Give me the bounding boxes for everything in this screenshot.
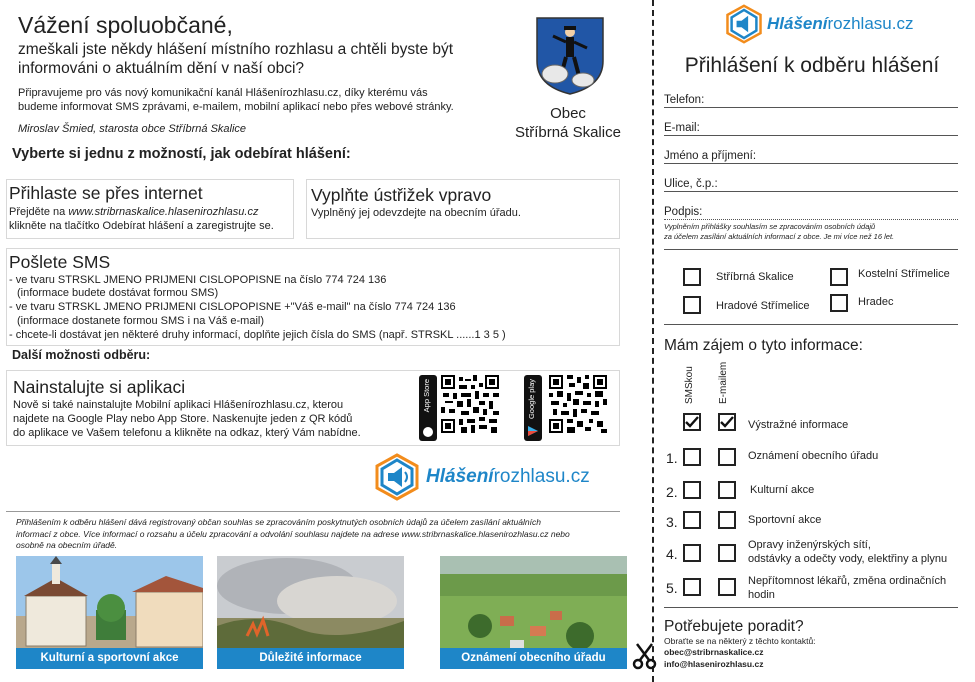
internet-line-1 <box>9 206 258 220</box>
checkbox-topic-5-sms[interactable] <box>683 578 701 596</box>
checkbox-topic-4-sms[interactable] <box>683 544 701 562</box>
choose-heading: Vyberte si jednu z možností, jak odebírat hlášení: <box>12 146 351 162</box>
consent-line-3: osobně na obecním úřadě. <box>16 540 118 550</box>
warning-label: Výstražné informace <box>748 419 849 431</box>
email-field[interactable] <box>664 122 958 136</box>
internet-box <box>6 179 294 239</box>
mayor-signature: Miroslav Šmied, starosta obce Stříbrná Skalice <box>18 123 247 135</box>
qr-code-app-store[interactable] <box>441 375 499 433</box>
internet-line-2: klikněte na tlačítko Odebírat hlášení a zaregistrujte se. <box>9 220 274 232</box>
checkbox-topic-3-sms[interactable] <box>683 511 701 529</box>
divider-help <box>664 607 958 608</box>
form-title: Přihlášení k odběru hlášení <box>684 54 940 77</box>
contact-municipality[interactable]: obec@stribrnaskalice.cz <box>664 647 764 657</box>
topic-2-label: Kulturní akce <box>750 484 815 496</box>
sms-line-4: (informace dostanete formou SMS i na Váš e-mail) <box>17 315 264 327</box>
checkbox-topic-3-email[interactable] <box>718 511 736 529</box>
checkbox-topic-1-sms[interactable] <box>683 448 701 466</box>
name-label: Jméno a příjmení: <box>664 150 757 162</box>
checkbox-topic-5-email[interactable] <box>718 578 736 596</box>
speaker-logo-icon-small <box>725 3 763 45</box>
topic-5-number: 5. <box>666 580 678 596</box>
topic-5-line-2: hodin <box>748 589 775 601</box>
checkbox-kostelni-strimelice[interactable] <box>830 268 848 286</box>
topic-5-line-1: Nepřítomnost lékařů, změna ordinačních <box>748 575 947 587</box>
municipality-line-1: Obec <box>550 105 586 122</box>
contact-hlasenirozhlasu[interactable]: info@hlasenirozhlasu.cz <box>664 659 764 669</box>
logo-text-bold: Hlášení <box>426 466 494 487</box>
form-consent-line-2: za účelem zasílání aktuálních informací z obce. Je mi více než 16 let. <box>664 232 895 241</box>
checkbox-topic-1-email[interactable] <box>718 448 736 466</box>
check-icon <box>720 415 734 429</box>
checkbox-warning-email[interactable] <box>718 413 736 431</box>
topic-5-label <box>748 574 946 602</box>
topic-3-label: Sportovní akce <box>748 514 822 526</box>
checkbox-warning-sms[interactable] <box>683 413 701 431</box>
app-line-2: najdete na Google Play nebo App Store. Naskenujte jeden z QR kódů <box>13 413 353 425</box>
logo-text-rest: rozhlasu.cz <box>493 466 590 487</box>
topic-3-number: 3. <box>666 514 678 530</box>
topic-4-label <box>748 538 947 566</box>
speaker-logo-icon <box>374 453 420 501</box>
sms-line-5: - chcete-li dostávat jen některé druhy informací, doplňte jejich čísla do SMS (např. STRSKL ......1 3 5 ) <box>9 329 506 341</box>
area-hradove-strimelice: Hradové Střímelice <box>716 300 810 312</box>
google-play-icon <box>527 425 539 437</box>
municipality-name <box>508 104 628 142</box>
app-title: Nainstalujte si aplikaci <box>13 377 186 397</box>
checkbox-hradove-strimelice[interactable] <box>683 296 701 314</box>
phone-field[interactable] <box>664 94 958 108</box>
intro-line-2: informováni o aktuálním dění v naší obci? <box>18 60 305 77</box>
column-sms: SMSkou <box>684 366 695 404</box>
internet-title: Přihlaste se přes internet <box>9 183 203 203</box>
apple-icon <box>423 427 433 437</box>
street-field[interactable] <box>664 178 958 192</box>
app-line-3: do aplikace ve Vašem telefonu a klikněte na odkaz, který Vám nabídne. <box>13 427 361 439</box>
sms-line-3: - ve tvaru STRSKL JMENO PRIJMENI CISLOPOPISNE +"Váš e-mail" na číslo 774 724 136 <box>9 301 456 313</box>
divider-areas <box>664 249 958 250</box>
app-box <box>6 370 620 446</box>
form-text: Vyplněný jej odevzdejte na obecním úřadu. <box>311 207 521 219</box>
consent-line-1: Přihlášením k odběru hlášení dává registrovaný občan souhlas se zpracováním poskytnutých osobních údajů za účelem zasílání aktuálních <box>16 517 541 527</box>
topic-4-line-1: Opravy inženýrských sítí, <box>748 539 871 551</box>
checkbox-topic-2-sms[interactable] <box>683 481 701 499</box>
qr-code-google-play[interactable] <box>549 375 607 433</box>
sms-line-1: - ve tvaru STRSKL JMENO PRIJMENI CISLOPOPISNE na číslo 774 724 136 <box>9 274 387 286</box>
description-line-1: Připravujeme pro vás nový komunikační kanál Hlášenírozhlasu.cz, díky kterému vás <box>18 87 428 99</box>
checkbox-hradec[interactable] <box>830 294 848 312</box>
thumb-office-caption: Oznámení obecního úřadu <box>440 648 627 669</box>
topic-1-label: Oznámení obecního úřadu <box>748 450 879 462</box>
municipality-line-2: Stříbrná Skalice <box>515 124 621 141</box>
divider-interest <box>664 324 958 325</box>
street-label: Ulice, č.p.: <box>664 178 718 190</box>
help-text: Obraťte se na některý z těchto kontaktů: <box>664 636 816 646</box>
form-title: Vyplňte ústřižek vpravo <box>311 185 492 205</box>
consent-line-2: informací z obce. Více informací o rozsahu a účelu zpracování a odvolání souhlasu najdete na adrese www.stribrnaskalice.hlasenirozhlasu.cz nebo <box>16 528 570 539</box>
column-email: E-mailem <box>718 361 729 404</box>
signature-field[interactable] <box>664 206 958 220</box>
topic-1-number: 1. <box>666 450 678 466</box>
greeting: Vážení spoluobčané, <box>18 12 233 38</box>
scissors-icon <box>632 642 658 672</box>
google-play-badge[interactable] <box>524 375 542 441</box>
form-logo-rest: rozhlasu.cz <box>827 14 914 33</box>
form-logo-bold: Hlášení <box>767 14 828 33</box>
sms-title: Pošlete SMS <box>9 252 111 272</box>
phone-label: Telefon: <box>664 94 705 106</box>
thumb-important[interactable] <box>217 556 404 669</box>
thumb-office[interactable] <box>440 556 627 669</box>
intro-line-1: zmeškali jste někdy hlášení místního rozhlasu a chtěli byste být <box>18 41 454 58</box>
area-hradec: Hradec <box>858 296 894 308</box>
consent-text <box>16 517 570 552</box>
internet-prefix: Přejděte na <box>9 206 69 218</box>
cut-line <box>652 0 654 682</box>
form-box <box>306 179 620 239</box>
checkbox-topic-4-email[interactable] <box>718 544 736 562</box>
sms-line-2: (informace budete dostávat formou SMS) <box>17 287 219 299</box>
thumb-important-caption: Důležité informace <box>217 648 404 669</box>
form-consent-line-1: Vyplněním přihlášky souhlasím se zpracováním osobních údajů <box>664 222 876 231</box>
check-icon <box>685 415 699 429</box>
topic-2-number: 2. <box>666 484 678 500</box>
app-line-1: Nově si také nainstalujte Mobilní aplikaci Hlášenírozhlasu.cz, kterou <box>13 399 344 411</box>
checkbox-stribrna-skalice[interactable] <box>683 268 701 286</box>
google-play-label: Google play <box>527 379 536 420</box>
thumb-culture-caption: Kulturní a sportovní akce <box>16 648 203 669</box>
coat-of-arms-icon <box>535 16 605 96</box>
signature-label: Podpis: <box>664 206 703 218</box>
name-field[interactable] <box>664 150 958 164</box>
sms-box <box>6 248 620 346</box>
app-store-label: App Store <box>422 379 431 413</box>
more-options-heading: Další možnosti odběru: <box>12 348 151 362</box>
app-store-badge[interactable] <box>419 375 437 441</box>
internet-url[interactable]: www.stribrnaskalice.hlasenirozhlasu.cz <box>68 206 259 218</box>
help-heading: Potřebujete poradit? <box>664 618 804 635</box>
thumb-culture[interactable] <box>16 556 203 669</box>
consent-divider <box>6 511 620 512</box>
area-kostelni-strimelice: Kostelní Střímelice <box>858 268 950 280</box>
description-line-2: budeme informovat SMS zprávami, e-mailem, mobilní aplikací nebo přes webové stránky. <box>18 101 454 113</box>
topic-4-line-2: odstávky a odečty vody, elektřiny a plynu <box>748 553 948 565</box>
email-label: E-mail: <box>664 122 700 134</box>
area-stribrna-skalice: Stříbrná Skalice <box>716 271 794 283</box>
topic-4-number: 4. <box>666 546 678 562</box>
checkbox-topic-2-email[interactable] <box>718 481 736 499</box>
form-consent <box>664 222 894 242</box>
interest-heading: Mám zájem o tyto informace: <box>664 337 863 354</box>
